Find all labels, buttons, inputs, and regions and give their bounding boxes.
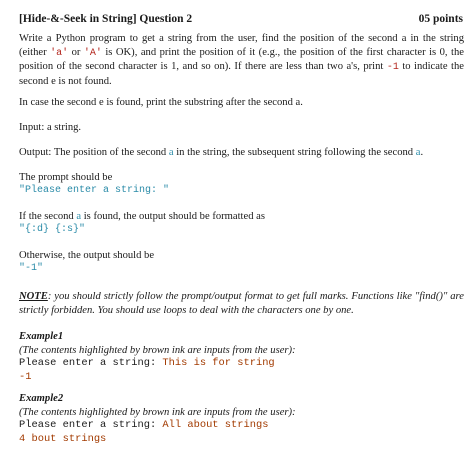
note-label: NOTE [19,291,48,302]
output-line [19,146,464,160]
example-2-caption: (The contents highlighted by brown ink are inputs from the user): [19,406,296,418]
intro-code-a-lower: 'a' [50,47,69,59]
prompt-value: "Please enter a string: " [19,185,170,196]
example-2-user-input: All about strings [162,419,269,432]
input-line: Input: a string. [19,122,82,133]
example-2 [19,392,464,446]
output-text-3: . [420,147,424,158]
intro-text-1: Write a Python program to get a string from the user, find the position of the second a in the string (either [19,33,464,58]
found-line: In case the second e is found, print the substring after the second a. [19,97,303,108]
format-line [19,210,464,224]
prompt-label: The prompt should be [19,172,113,183]
intro-text-4: to indicate the second e is not found. [19,61,464,87]
question-title: [Hide-&-Seek in String] Question 2 [19,13,193,25]
example-1 [19,330,464,384]
example-1-caption: (The contents highlighted by brown ink are inputs from the user): [19,344,296,356]
output-text-1: Output: The position of the second [19,147,169,158]
example-2-prompt-line [19,419,464,433]
otherwise-value: "-1" [19,263,44,274]
format-highlight-a: a [76,211,82,222]
points-label: 05 points [418,13,463,25]
output-highlight-a-2: a [415,147,421,158]
example-2-output: 4 bout strings [19,432,107,445]
intro-code-minus-one: -1 [386,62,399,74]
example-1-output: -1 [19,370,32,383]
note-paragraph [19,290,464,317]
example-2-prompt: Please enter a string: [19,419,163,432]
intro-code-a-upper: 'A' [83,47,102,59]
output-highlight-a-1: a [168,147,174,158]
intro-paragraph [19,32,464,88]
question-header [19,12,463,26]
output-text-2: in the string, the subsequent string following the second [173,147,416,158]
example-2-title: Example2 [19,393,64,404]
format-text-1: If the second [19,211,77,222]
intro-text-3: is OK), and print the position of it (e.g., the position of the first character is 0, the position of the second character is 1, and so on). If there are less than two a's, print [19,46,464,73]
example-1-prompt: Please enter a string: [19,357,163,370]
example-1-user-input: This is for string [162,357,275,370]
note-text: : you should strictly follow the prompt/output format to get full marks. Functions like "find()" are strictly forbidden. You should use loops to deal with the characters one by one. [19,291,464,316]
format-text-2: is found, the output should be formatted as [81,211,265,222]
example-1-prompt-line [19,357,464,371]
example-1-title: Example1 [19,331,64,342]
otherwise-label: Otherwise, the output should be [19,250,155,261]
intro-text-2: or [68,46,84,58]
format-value: "{:d} {:s}" [19,224,86,235]
